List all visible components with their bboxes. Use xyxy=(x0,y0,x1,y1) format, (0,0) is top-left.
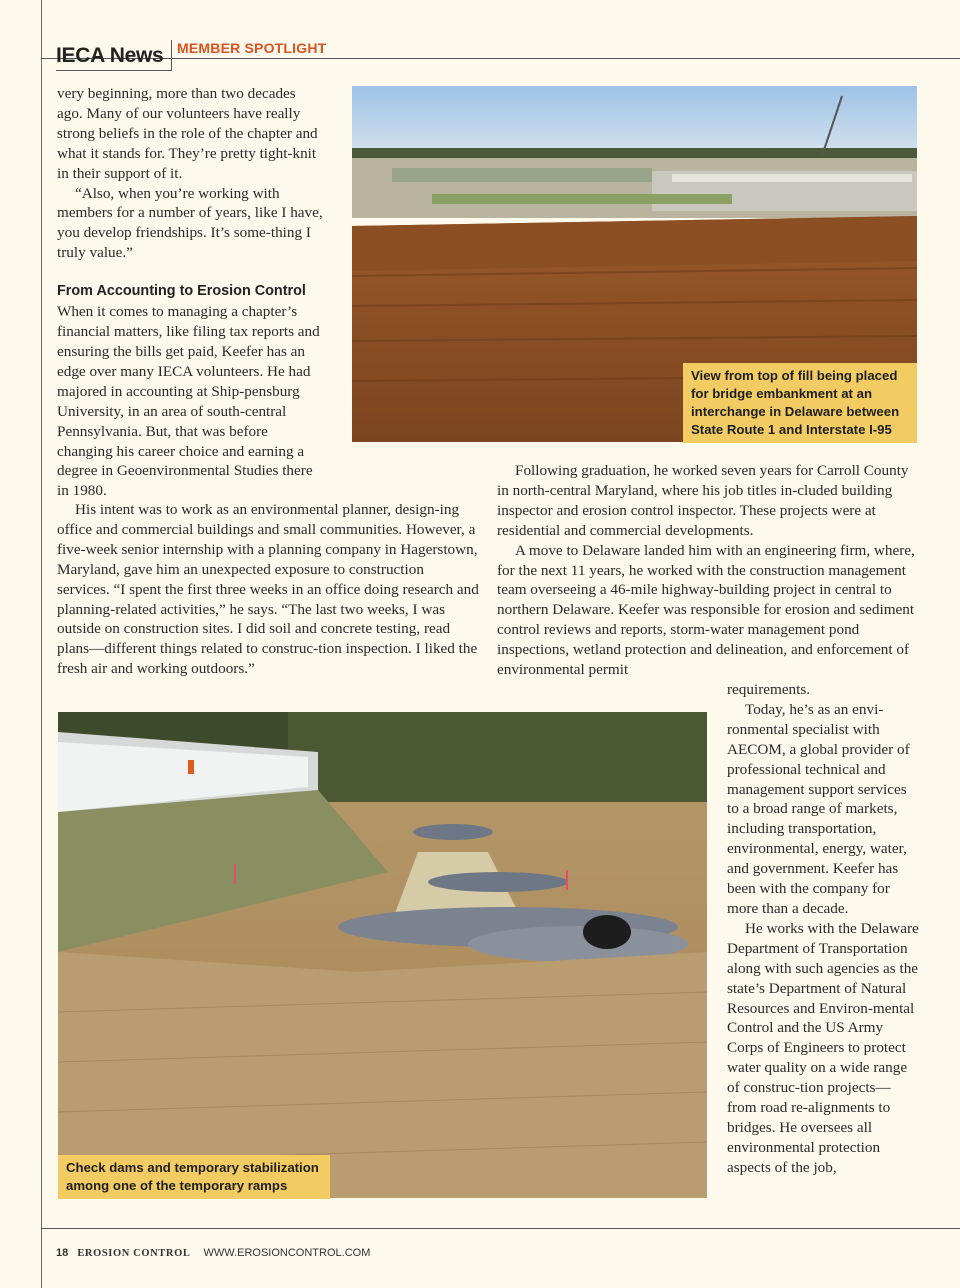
magazine-name: EROSION CONTROL xyxy=(77,1248,191,1259)
paragraph: His intent was to work as an environmental planner, design-ing office and commercial buildings and small communities. However, a five-week senior internship with a planning company in Hagerstown, Maryland, gave him an unexpected exposure to construction services. “I spent the first three weeks in an office doing research and planning-related activities,” he says. “The last two weeks, I was outside on construction sites. I did soil and concrete testing, read plans—different things related to construc-tion inspection. I liked the fresh air and working outdoors.” xyxy=(57,501,479,678)
left-margin-rule xyxy=(41,0,42,1288)
article-column-right xyxy=(497,461,917,680)
paragraph: requirements. xyxy=(727,681,811,698)
article-column-top-left xyxy=(57,84,325,501)
check-dams-photo xyxy=(58,712,707,1198)
subheading: From Accounting to Erosion Control xyxy=(57,283,306,300)
paragraph: When it comes to managing a chapter’s financial matters, like filing tax reports and ensuring the bills get paid, Keefer has an edge over many IECA volunteers. He had majored in accounting at Ship-pensburg University, in an area of south-central Pennsylvania. But, that was before changing his career choice and earning a degree in Geoenvironmental Studies there in 1980. xyxy=(57,303,320,500)
paragraph: Following graduation, he worked seven years for Carroll County in north-central Maryland, where his job titles in-cluded building inspector and erosion control inspector. These projects were at residential and commercial developments. xyxy=(497,462,909,539)
footer-rule xyxy=(41,1228,960,1229)
article-column-wide-left xyxy=(57,500,480,679)
magazine-url: WWW.EROSIONCONTROL.COM xyxy=(203,1247,371,1259)
check-dams-image xyxy=(58,712,707,1198)
photo-caption-bottom: Check dams and temporary stabilization among one of the temporary ramps xyxy=(58,1155,330,1199)
photo-caption-top: View from top of fill being placed for bridge embankment at an interchange in Delaware between State Route 1 and Interstate I-95 xyxy=(683,363,917,443)
header-rule xyxy=(41,58,960,59)
publication-title: IECA News xyxy=(56,44,164,67)
paragraph: Today, he’s as an envi-ronmental specialist with AECOM, a global provider of professional technical and management support services to a broad range of markets, including transportation, environmental, energy, water, and government. Keefer has been with the company for more than a decade. xyxy=(727,700,910,917)
page-footer xyxy=(56,1247,370,1259)
article-column-narrow xyxy=(727,680,919,1178)
paragraph: He works with the Delaware Department of Transportation along with such agencies as the state’s Department of Natural Resources and Environ-mental Control and the US Army Corps of Engineers to protect water quality on a wide range of construc-tion projects—from road re-alignments to bridges. He oversees all environmental protection aspects of the job, xyxy=(727,919,919,1176)
paragraph: A move to Delaware landed him with an engineering firm, where, for the next 11 years, he worked with the construction management team overseeing a 46-mile highway-building project in central to northern Delaware. Keefer was responsible for erosion and sediment control reviews and reports, storm-water management pond inspections, wetland protection and delineation, and enforcement of environmental permit xyxy=(497,541,915,679)
header-divider xyxy=(171,40,172,71)
paragraph: “Also, when you’re working with members for a number of years, like I have, you develop friendships. It’s some-thing I truly value.” xyxy=(57,184,323,262)
paragraph: very beginning, more than two decades ago. Many of our volunteers have really strong beliefs in the role of the chapter and what it stands for. They’re pretty tight-knit in their support of it. xyxy=(57,85,318,182)
section-label: MEMBER SPOTLIGHT xyxy=(177,40,327,56)
page-number: 18 xyxy=(56,1247,69,1259)
header-underline xyxy=(56,70,172,71)
